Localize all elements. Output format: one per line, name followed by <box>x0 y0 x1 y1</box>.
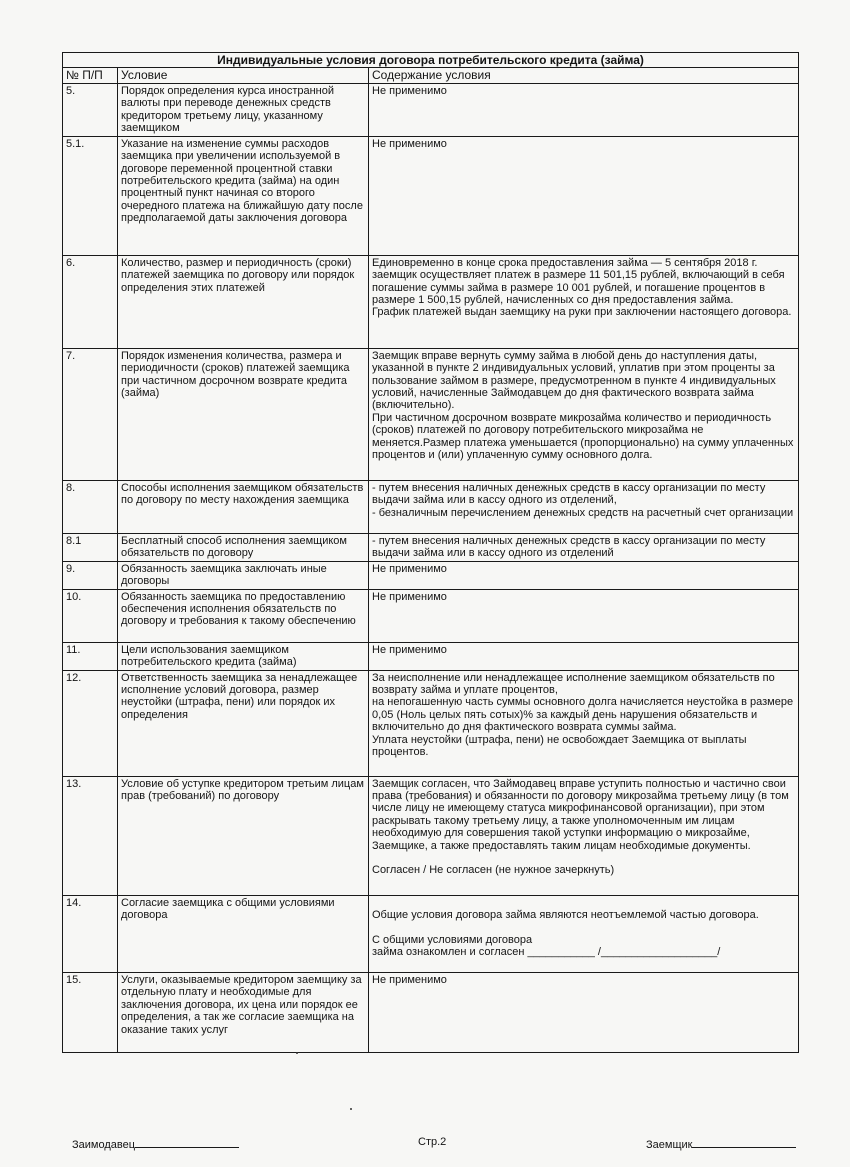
table-row <box>63 589 799 642</box>
row-content: - путем внесения наличных денежных средств в кассу организации по месту выдачи займа или в кассу одного из отделений, - безналичным перечислением денежных средств на расчетный счет организации <box>369 480 799 533</box>
table-row <box>63 255 799 348</box>
row-content-part: Общие условия договора займа являются неотъемлемой частью договора. <box>372 909 759 922</box>
table-row <box>63 348 799 480</box>
row-number: 8. <box>63 480 118 533</box>
row-condition: Цели использования заемщиком потребительского кредита (займа) <box>118 642 369 670</box>
header-content: Содержание условия <box>369 68 799 83</box>
row-number: 15. <box>63 973 118 1053</box>
header-condition: Условие <box>118 68 369 83</box>
row-condition: Способы исполнения заемщиком обязательств по договору по месту нахождения заемщика <box>118 480 369 533</box>
row-content: - путем внесения наличных денежных средств в кассу организации по месту выдачи займа или в кассу одного из отделений <box>369 533 799 561</box>
row-condition: Бесплатный способ исполнения заемщиком обязательств по договору <box>118 533 369 561</box>
table-row <box>63 136 799 255</box>
row-number: 5.1. <box>63 136 118 255</box>
row-number: 14. <box>63 895 118 972</box>
lender-label: Заимодавец <box>72 1139 136 1151</box>
borrower-label: Заемщик <box>646 1139 693 1151</box>
footer-borrower <box>646 1136 796 1151</box>
row-content <box>369 895 799 972</box>
row-number: 8.1 <box>63 533 118 561</box>
table-title: Индивидуальные условия договора потребительского кредита (займа) <box>63 53 799 68</box>
lender-signature-line <box>135 1136 239 1148</box>
row-condition: Порядок изменения количества, размера и периодичности (сроков) платежей заемщика при частичном досрочном возврате кредита (займа) <box>118 348 369 480</box>
row-condition: Порядок определения курса иностранной валюты при переводе денежных средств кредитором третьему лицу, указанному заемщиком <box>118 83 369 136</box>
scan-speck <box>350 1108 352 1110</box>
table-row <box>63 83 799 136</box>
table-row <box>63 895 799 972</box>
row-condition: Указание на изменение суммы расходов заемщика при увеличении используемой в договоре переменной процентной ставки потребительского кредита (займа) на один процентный пункт начиная со второго очередного платежа на ближайшую дату после предполагаемой даты заключения договора <box>118 136 369 255</box>
row-content: Не применимо <box>369 973 799 1053</box>
row-condition: Количество, размер и периодичность (сроки) платежей заемщика по договору или порядок определения этих платежей <box>118 255 369 348</box>
table-row <box>63 973 799 1053</box>
row-number: 12. <box>63 670 118 776</box>
borrower-signature-line <box>692 1136 796 1148</box>
row-number: 9. <box>63 561 118 589</box>
table-row <box>63 480 799 533</box>
row-number: 6. <box>63 255 118 348</box>
table-row <box>63 561 799 589</box>
page-number: Стр.2 <box>418 1136 447 1148</box>
header-num: № П/П <box>63 68 118 83</box>
header-row <box>63 68 799 83</box>
row-condition: Ответственность заемщика за ненадлежащее исполнение условий договора, размер неустойки (штрафа, пени) или порядок их определения <box>118 670 369 776</box>
row-content: За неисполнение или ненадлежащее исполнение заемщиком обязательств по возврату займа и уплате процентов, на непогашенную часть суммы основного долга начисляется неустойка в размере 0,05 (Ноль целых пять сотых)% за каждый день нарушения обязательств и включительно до дня фактического возврата суммы займа. Уплата неустойки (штрафа, пени) не освобождает Заемщика от выплаты процентов. <box>369 670 799 776</box>
row-condition: Услуги, оказываемые кредитором заемщику за отдельную плату и необходимые для заключения договора, их цена или порядок ее определения, а так же согласие заемщика на оказание таких услуг <box>118 973 369 1053</box>
row-content: Заемщик согласен, что Займодавец вправе уступить полностью и частично свои права (требования) и обязанности по договору микрозайма третьему лицу (в том числе лицу не имеющему статуса микрофинансовой организации), при этом раскрывать такому третьему лицу, а также уполномоченным им лицам необходимую для совершения такой уступки информацию о микрозайме, Заемщике, а также предоставлять таким лицам необходимые документы. Согласен / Не согласен (не нужное зачеркнуть) <box>369 776 799 895</box>
row-content: Не применимо <box>369 561 799 589</box>
row-content: Не применимо <box>369 136 799 255</box>
table-row <box>63 642 799 670</box>
row-content: Не применимо <box>369 642 799 670</box>
loan-conditions-table <box>62 52 799 1053</box>
table-row <box>63 776 799 895</box>
row-condition: Обязанность заемщика заключать иные договоры <box>118 561 369 589</box>
row-number: 10. <box>63 589 118 642</box>
footer-lender <box>72 1136 239 1151</box>
row-number: 7. <box>63 348 118 480</box>
row-content: Единовременно в конце срока предоставления займа — 5 сентября 2018 г. заемщик осуществляет платеж в размере 11 501,15 рублей, включающий в себя погашение суммы займа в размере 10 001 рублей, и погашение процентов в размере 1 500,15 рублей, начисленных со дня предоставления займа. График платежей выдан заемщику на руки при заключении настоящего договора. <box>369 255 799 348</box>
row-condition: Условие об уступке кредитором третьим лицам прав (требований) по договору <box>118 776 369 895</box>
row-condition: Обязанность заемщика по предоставлению обеспечения исполнения обязательств по договору и требования к такому обеспечению <box>118 589 369 642</box>
row-content: Не применимо <box>369 589 799 642</box>
table-row <box>63 670 799 776</box>
row-number: 11. <box>63 642 118 670</box>
row-number: 13. <box>63 776 118 895</box>
scan-speck <box>296 1052 298 1054</box>
row-content: Заемщик вправе вернуть сумму займа в любой день до наступления даты, указанной в пункте 2 индивидуальных условий, уплатив при этом проценты за пользование займом в размере, предусмотренном в пункте 4 индивидуальных условий, начисленные Займодавцем до дня фактического возврата займа (включительно). При частичном досрочном возврате микрозайма количество и периодичность (сроков) платежей по договору потребительского микрозайма не меняется.Размер платежа уменьшается (пропорционально) на сумму уплаченных процентов и (или) уплаченную сумму основного долга. <box>369 348 799 480</box>
row-content: Не применимо <box>369 83 799 136</box>
row-content-part: С общими условиями договора займа ознакомлен и согласен ___________ /___________________/ <box>372 933 721 959</box>
row-number: 5. <box>63 83 118 136</box>
row-condition: Согласие заемщика с общими условиями договора <box>118 895 369 972</box>
table-row <box>63 533 799 561</box>
